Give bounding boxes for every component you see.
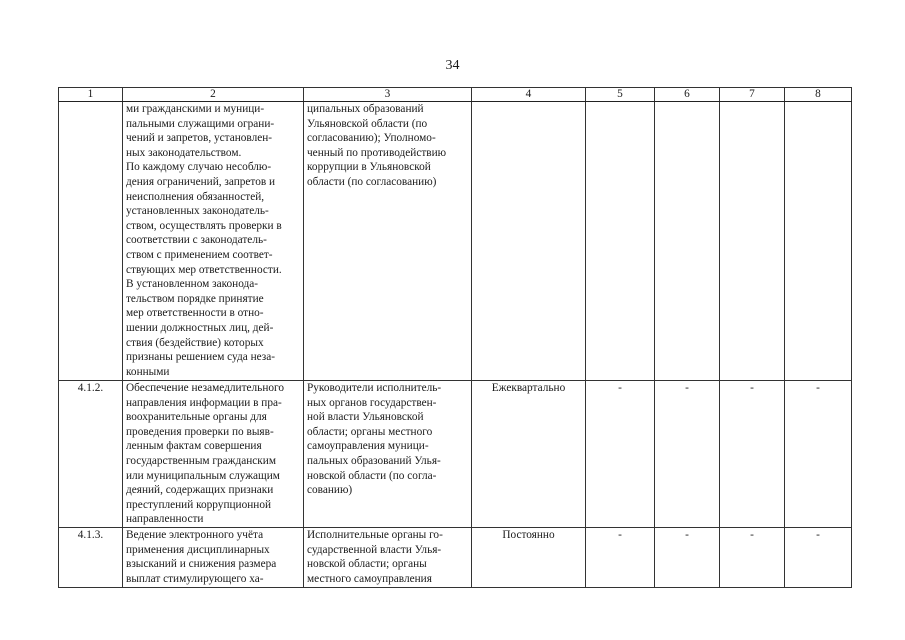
col7-value: - <box>720 381 785 528</box>
column-number: 8 <box>785 88 852 102</box>
measures-table <box>58 87 852 588</box>
col6-value: - <box>655 381 720 528</box>
item-code <box>59 102 123 381</box>
responsible-text: ципальных образований Ульяновской области (по согласованию); Уполномо- ченный по противодействию коррупции в Ульяновской области (по согласованию) <box>304 102 472 381</box>
responsible-text: Исполнительные органы го- сударственной власти Улья- новской области; органы местного самоуправления <box>304 527 472 587</box>
page-number: 34 <box>445 58 460 73</box>
responsible-text: Руководители исполнитель- ных органов государствен- ной власти Ульяновской области; органы местного самоуправления муници- пальных образований Улья- новской области (по согла- сованию) <box>304 381 472 528</box>
column-number: 6 <box>655 88 720 102</box>
col8-value: - <box>785 527 852 587</box>
column-number: 1 <box>59 88 123 102</box>
table-row <box>59 102 852 381</box>
column-number: 7 <box>720 88 785 102</box>
table-row <box>59 381 852 528</box>
term-text <box>472 102 586 381</box>
col5-value: - <box>586 527 655 587</box>
column-number-row <box>59 88 852 102</box>
item-code: 4.1.2. <box>59 381 123 528</box>
col8-value: - <box>785 381 852 528</box>
measure-text: Ведение электронного учёта применения дисциплинарных взысканий и снижения размера выплат стимулирующего ха- <box>123 527 304 587</box>
column-number: 4 <box>472 88 586 102</box>
term-text: Постоянно <box>472 527 586 587</box>
column-number: 2 <box>123 88 304 102</box>
column-number: 5 <box>586 88 655 102</box>
column-number: 3 <box>304 88 472 102</box>
col5-value: - <box>586 381 655 528</box>
measure-text: Обеспечение незамедлительного направления информации в пра- воохранительные органы для проведения проверки по выяв- ленным фактам совершения государственным гражданским или муниципальным служащим деяний, содержащих признаки преступлений коррупционной направленности <box>123 381 304 528</box>
col6-value <box>655 102 720 381</box>
col8-value <box>785 102 852 381</box>
col7-value <box>720 102 785 381</box>
item-code: 4.1.3. <box>59 527 123 587</box>
col6-value: - <box>655 527 720 587</box>
col5-value <box>586 102 655 381</box>
table-row <box>59 527 852 587</box>
col7-value: - <box>720 527 785 587</box>
term-text: Ежеквартально <box>472 381 586 528</box>
measure-text: ми гражданскими и муници- пальными служащими ограни- чений и запретов, установлен- ных законодательством. По каждому случаю несоблю- дения ограничений, запретов и неисполнения обязанностей, установленных законодатель- ством, осуществлять проверки в соответствии с законодатель- ством с применением соответ- ствующих мер ответственности. В установленном законода- тельством порядке принятие мер ответственности в отно- шении должностных лиц, дей- ствия (бездействие) которых признаны решением суда неза- конными <box>123 102 304 381</box>
